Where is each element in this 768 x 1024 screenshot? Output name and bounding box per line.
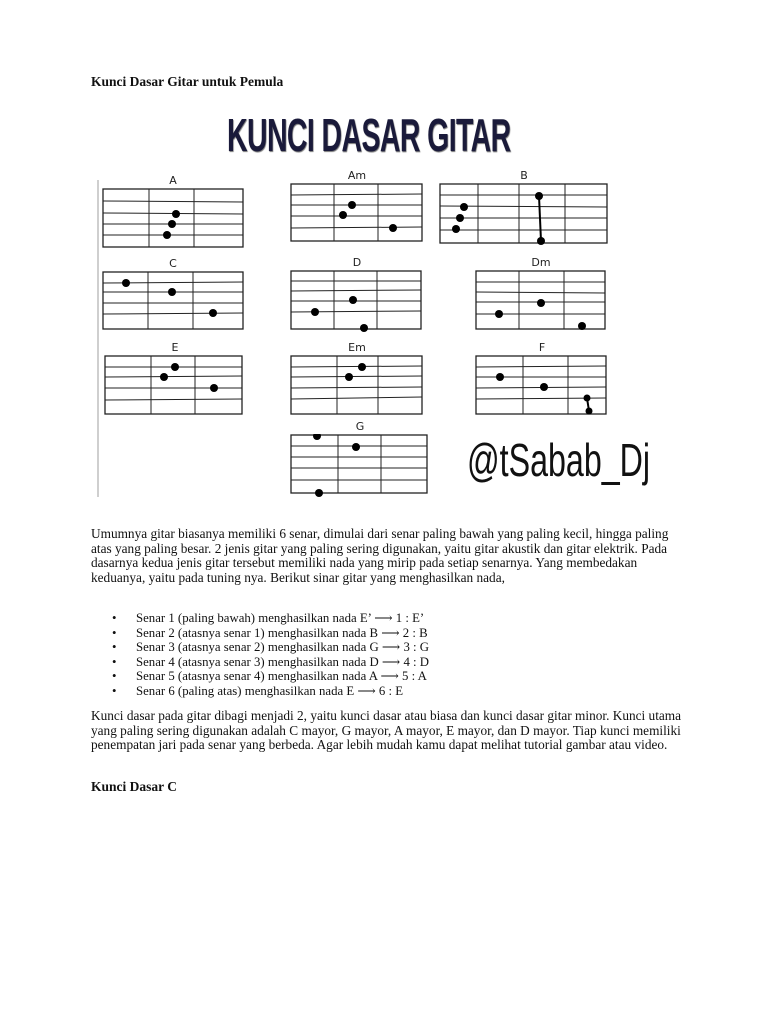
chord-diagram-em xyxy=(290,341,424,417)
list-item-text: Senar 6 (paling atas) menghasilkan nada E ⟶ 6 : E xyxy=(136,683,404,698)
fretboard-c xyxy=(102,271,244,333)
list-item-text: Senar 3 (atasnya senar 2) menghasilkan nada G ⟶ 3 : G xyxy=(136,640,430,654)
string-notes-list xyxy=(112,611,429,698)
list-item-text: Senar 2 (atasnya senar 1) menghasilkan nada B ⟶ 2 : B xyxy=(136,625,428,640)
chord-label: A xyxy=(169,174,177,187)
chord-label: F xyxy=(538,341,546,354)
fretboard-am xyxy=(290,183,424,245)
fretboard-a xyxy=(102,188,244,250)
list-item xyxy=(112,684,429,699)
chord-label: Em xyxy=(348,341,366,354)
fretboard-g xyxy=(290,434,430,498)
chord-diagram-am xyxy=(290,169,424,245)
list-item xyxy=(112,611,429,626)
list-item-text: Senar 1 (paling bawah) menghasilkan nada E’ ⟶ 1 : E’ xyxy=(136,611,425,625)
document-title: Kunci Dasar Gitar untuk Pemula xyxy=(91,74,284,89)
fretboard-f xyxy=(475,355,609,421)
fretboard-d xyxy=(290,270,424,336)
list-item-text: Senar 5 (atasnya senar 4) menghasilkan nada A ⟶ 5 : A xyxy=(136,669,427,683)
fretboard-em xyxy=(290,355,424,417)
list-item xyxy=(112,655,429,670)
chord-diagram-g xyxy=(290,420,430,498)
list-item-text: Senar 4 (atasnya senar 3) menghasilkan nada D ⟶ 4 : D xyxy=(136,654,430,669)
chord-label: D xyxy=(352,256,362,269)
intro-paragraph: Umumnya gitar biasanya memiliki 6 senar, dimulai dari senar paling bawah yang paling kecil, hingga paling atas yang paling besar. 2 jenis gitar yang paling sering digunakan, yaitu gitar akustik dan gitar elektrik. Pada dasarnya kedua jenis gitar tersebut memiliki nada yang mirip pada setiap senarnya. Yang membedakan keduanya, yaitu pada tuning nya. Berikut sinar gitar yang menghasilkan nada, xyxy=(91,526,669,585)
bullet-icon: • xyxy=(112,654,117,669)
chart-banner: KUNCI DASAR GITAR xyxy=(227,109,511,161)
chord-label: Dm xyxy=(531,256,551,269)
chord-diagram-b xyxy=(439,169,609,249)
list-item xyxy=(112,640,429,655)
chord-label: B xyxy=(520,169,528,182)
chord-label: Am xyxy=(347,169,367,182)
chord-diagram-a xyxy=(102,174,244,250)
fretboard-b xyxy=(439,183,609,249)
list-item xyxy=(112,626,429,641)
fretboard-e xyxy=(104,355,246,417)
bullet-icon: • xyxy=(112,625,117,640)
chord-diagram-c xyxy=(102,257,244,333)
chord-diagram-f xyxy=(475,341,609,421)
fretboard-dm xyxy=(475,270,607,336)
bullet-icon: • xyxy=(112,683,117,698)
list-item xyxy=(112,669,429,684)
chord-types-paragraph: Kunci dasar pada gitar dibagi menjadi 2, yaitu kunci dasar atau biasa dan kunci dasar gitar minor. Kunci utama yang paling sering digunakan adalah C mayor, G mayor, A mayor, E mayor, dan D mayor. Tiap kunci memiliki penempatan jari pada senar yang berbeda. Agar lebih mudah kamu dapat melihat tutorial gambar atau video. xyxy=(91,708,682,753)
section-heading-kunci-dasar-c: Kunci Dasar C xyxy=(91,779,178,794)
watermark-signature: @tSabab_Dj xyxy=(467,434,651,486)
chord-label: E xyxy=(171,341,179,354)
chord-diagram-d xyxy=(290,256,424,336)
bullet-icon: • xyxy=(112,611,117,625)
chord-diagram-e xyxy=(104,341,246,417)
bullet-icon: • xyxy=(112,669,117,683)
chord-label: C xyxy=(169,257,177,270)
chord-label: G xyxy=(355,420,365,433)
bullet-icon: • xyxy=(112,640,117,654)
chord-chart-image xyxy=(97,105,651,497)
chord-diagram-dm xyxy=(475,256,607,336)
image-border xyxy=(97,180,99,497)
